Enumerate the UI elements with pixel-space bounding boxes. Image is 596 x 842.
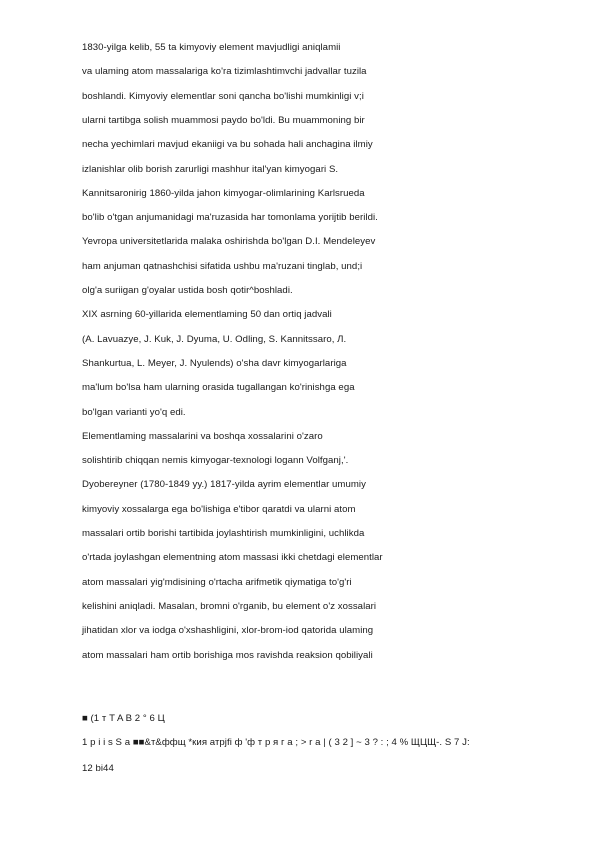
- text-line: XIX asrning 60-yillarida elementlaming 50 dan ortiq jadvali: [82, 309, 332, 321]
- text-line: kimyoviy xossalarga ega bo'lishiga e'tibor qaratdi va ularni atom: [82, 503, 356, 515]
- text-line: (A. Lavuazye, J. Kuk, J. Dyuma, U. Odling, S. Kannitssaro, Л.: [82, 333, 347, 345]
- text-line: jihatidan xlor va iodga o'xshashligini, xlor-brom-iod qatorida ulaming: [82, 625, 374, 637]
- page-footer-text: 12 bi44: [82, 763, 114, 774]
- text-line: Shankurtua, L. Meyer, J. Nyulends) o'sha davr kimyogarlariga: [82, 357, 347, 369]
- text-line: bo'lgan varianti yo'q edi.: [82, 406, 186, 418]
- text-line: va ulaming atom massalariga ko'ra tizimlashtimvchi jadvallar tuzila: [82, 66, 367, 78]
- text-line: boshlandi. Kimyoviy elementlar soni qancha bo'lishi mumkinligi v;i: [82, 90, 364, 102]
- text-line: ham anjuman qatnashchisi sifatida ushbu ma'ruzani tinglab, und;i: [82, 260, 363, 272]
- text-line: o'rtada joylashgan elementning atom massasi ikki chetdagi elementlar: [82, 552, 383, 564]
- text-line: Kannitsaronirig 1860-yilda jahon kimyogar-olimlarining Karlsrueda: [82, 187, 365, 199]
- text-line: bo'lib o'tgan anjumanidagi ma'ruzasida har tomonlama yoriјtib berildi.: [82, 212, 378, 224]
- text-line: atom massalari ham ortib borishiga mos ravishda reaksion qobiliyali: [82, 649, 373, 661]
- text-line: ma'lum bo'lsa ham ularning orasida tugallangan ko'rinishga ega: [82, 382, 355, 394]
- text-line: ularni tartibga solish muammosi paydo bo'ldi. Bu muammoning bir: [82, 114, 365, 126]
- text-line: kelishini aniqladi. Masalan, bromni o'rganib, bu element o'z xossalari: [82, 600, 377, 612]
- scan-artifact-line: 1 p i i s S a ■■&т&ффщ *кия атрjfi ф 'ф т р я г а ; > r a | ( 3 2 ] ~ 3 ? : ; 4 % ЩЦЩ-. S 7 J:: [82, 737, 470, 748]
- text-line: Elementlaming massalarini va boshqa xossalarini o'zaro: [82, 430, 323, 442]
- scan-artifact-line: ■ (1 т T A B 2 ° 6 Ц: [82, 713, 165, 724]
- text-line: izlanishlar olib borish zarurligi mashhur ital'yan kimyogari S.: [82, 163, 339, 175]
- text-line: solishtirib chiqqan nemis kimyogar-texnologi logann Volfganj,'.: [82, 455, 349, 467]
- text-line: necha yechimlari mavjud ekaniigi va bu sohada hali anchagina ilmiy: [82, 139, 373, 151]
- text-line: Yevropa universitetlarida malaka oshirishda bo'lgan D.I. Mendeleyev: [82, 236, 376, 248]
- text-line: massalari ortib borishi tartibida joylashtirish mumkinligini, uchlikda: [82, 528, 365, 539]
- text-line: olg'a suriigan g'oyalar ustida bosh qotir^boshladi.: [82, 285, 293, 296]
- text-line: 1830-yilga kelib, 55 ta kimyoviy element mavjudligi aniqlamii: [82, 42, 341, 53]
- text-line: Dyobereyner (1780-1849 yy.) 1817-yilda ayrim elementlar umumiy: [82, 479, 366, 491]
- text-line: atom massalari yig'mdisining o'rtacha arifmetik qiymatiga to'g'ri: [82, 576, 352, 588]
